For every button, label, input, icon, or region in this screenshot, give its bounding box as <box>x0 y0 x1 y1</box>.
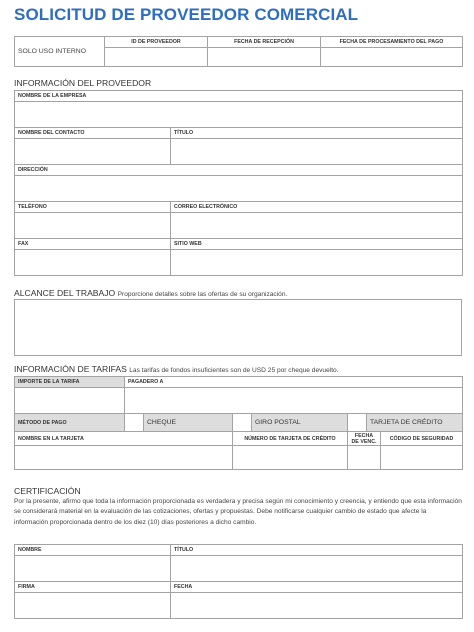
received-date-label: FECHA DE RECEPCIÓN <box>208 37 321 48</box>
signer-name-label: NOMBRE <box>15 545 171 556</box>
contact-name-field[interactable] <box>15 139 171 165</box>
vendor-id-field[interactable] <box>105 48 208 67</box>
vendor-info-heading: INFORMACIÓN DEL PROVEEDOR <box>14 78 152 88</box>
security-code-field[interactable] <box>381 446 463 470</box>
job-title-label: TÍTULO <box>171 128 463 139</box>
credit-card-checkbox[interactable] <box>348 414 367 432</box>
check-checkbox[interactable] <box>125 414 144 432</box>
rates-heading-title: INFORMACIÓN DE TARIFAS <box>14 364 127 374</box>
scope-note: Proporcione detalles sobre las ofertas de su organización. <box>117 291 288 298</box>
card-name-field[interactable] <box>15 446 233 470</box>
website-field[interactable] <box>171 250 463 276</box>
scope-table <box>14 299 462 356</box>
money-order-checkbox[interactable] <box>233 414 252 432</box>
signer-name-field[interactable] <box>15 556 171 582</box>
job-title-field[interactable] <box>171 139 463 165</box>
internal-use-label: SOLO USO INTERNO <box>15 37 105 67</box>
payment-processing-date-label: FECHA DE PROCESAMIENTO DEL PAGO <box>321 37 463 48</box>
money-order-option-label: GIRO POSTAL <box>252 414 348 432</box>
received-date-field[interactable] <box>208 48 321 67</box>
rates-table <box>14 376 463 470</box>
company-name-label: NOMBRE DE LA EMPRESA <box>15 91 463 102</box>
signer-title-label: TÍTULO <box>171 545 463 556</box>
card-number-field[interactable] <box>233 446 348 470</box>
payable-to-label: PAGADERO A <box>125 377 463 388</box>
rates-heading <box>14 364 339 374</box>
email-label: CORREO ELECTRÓNICO <box>171 202 463 213</box>
vendor-id-label: ID DE PROVEEDOR <box>105 37 208 48</box>
date-field[interactable] <box>171 593 463 619</box>
signature-table <box>14 544 463 619</box>
fax-field[interactable] <box>15 250 171 276</box>
signature-label: FIRMA <box>15 582 171 593</box>
form-title: SOLICITUD DE PROVEEDOR COMERCIAL <box>14 5 359 24</box>
scope-heading-title: ALCANCE DEL TRABAJO <box>14 288 116 298</box>
fax-label: FAX <box>15 239 171 250</box>
scope-field[interactable] <box>15 300 462 356</box>
card-name-label: NOMBRE EN LA TARJETA <box>15 432 233 446</box>
signer-title-field[interactable] <box>171 556 463 582</box>
security-code-label: CÓDIGO DE SEGURIDAD <box>381 432 463 446</box>
date-label: FECHA <box>171 582 463 593</box>
contact-name-label: NOMBRE DEL CONTACTO <box>15 128 171 139</box>
company-name-field[interactable] <box>15 102 463 128</box>
payment-method-label: MÉTODO DE PAGO <box>15 414 125 432</box>
credit-card-option-label: TARJETA DE CRÉDITO <box>367 414 463 432</box>
website-label: SITIO WEB <box>171 239 463 250</box>
payment-processing-date-field[interactable] <box>321 48 463 67</box>
fee-amount-field[interactable] <box>15 388 125 414</box>
fee-amount-label: IMPORTE DE LA TARIFA <box>15 377 125 388</box>
check-option-label: CHEQUE <box>144 414 233 432</box>
phone-field[interactable] <box>15 213 171 239</box>
certification-heading: CERTIFICACIÓN <box>14 486 81 496</box>
certification-text: Por la presente, afirmo que toda la información proporcionada es verdadera y precisa según mi conocimiento y creencia, y entiendo que esta información se considerará material en la evaluación de las cotizaciones, ofertas y propuestas. Debe notificarse cualquier cambio de estado que afecte la información proporcionada dentro de los diez (10) días posteriores a dicho cambio. <box>14 498 462 526</box>
rates-note: Las tarifas de fondos insuficientes son de USD 25 por cheque devuelto. <box>129 367 339 374</box>
signature-field[interactable] <box>15 593 171 619</box>
email-field[interactable] <box>171 213 463 239</box>
address-label: DIRECCIÓN <box>15 165 463 176</box>
payable-to-field[interactable] <box>125 388 463 414</box>
internal-use-table <box>14 36 463 67</box>
card-number-label: NÚMERO DE TARJETA DE CRÉDITO <box>233 432 348 446</box>
expiry-field[interactable] <box>348 446 381 470</box>
address-field[interactable] <box>15 176 463 202</box>
scope-heading <box>14 288 287 298</box>
vendor-info-table <box>14 90 463 276</box>
expiry-label: FECHA DE VENC. <box>348 432 381 446</box>
phone-label: TELÉFONO <box>15 202 171 213</box>
